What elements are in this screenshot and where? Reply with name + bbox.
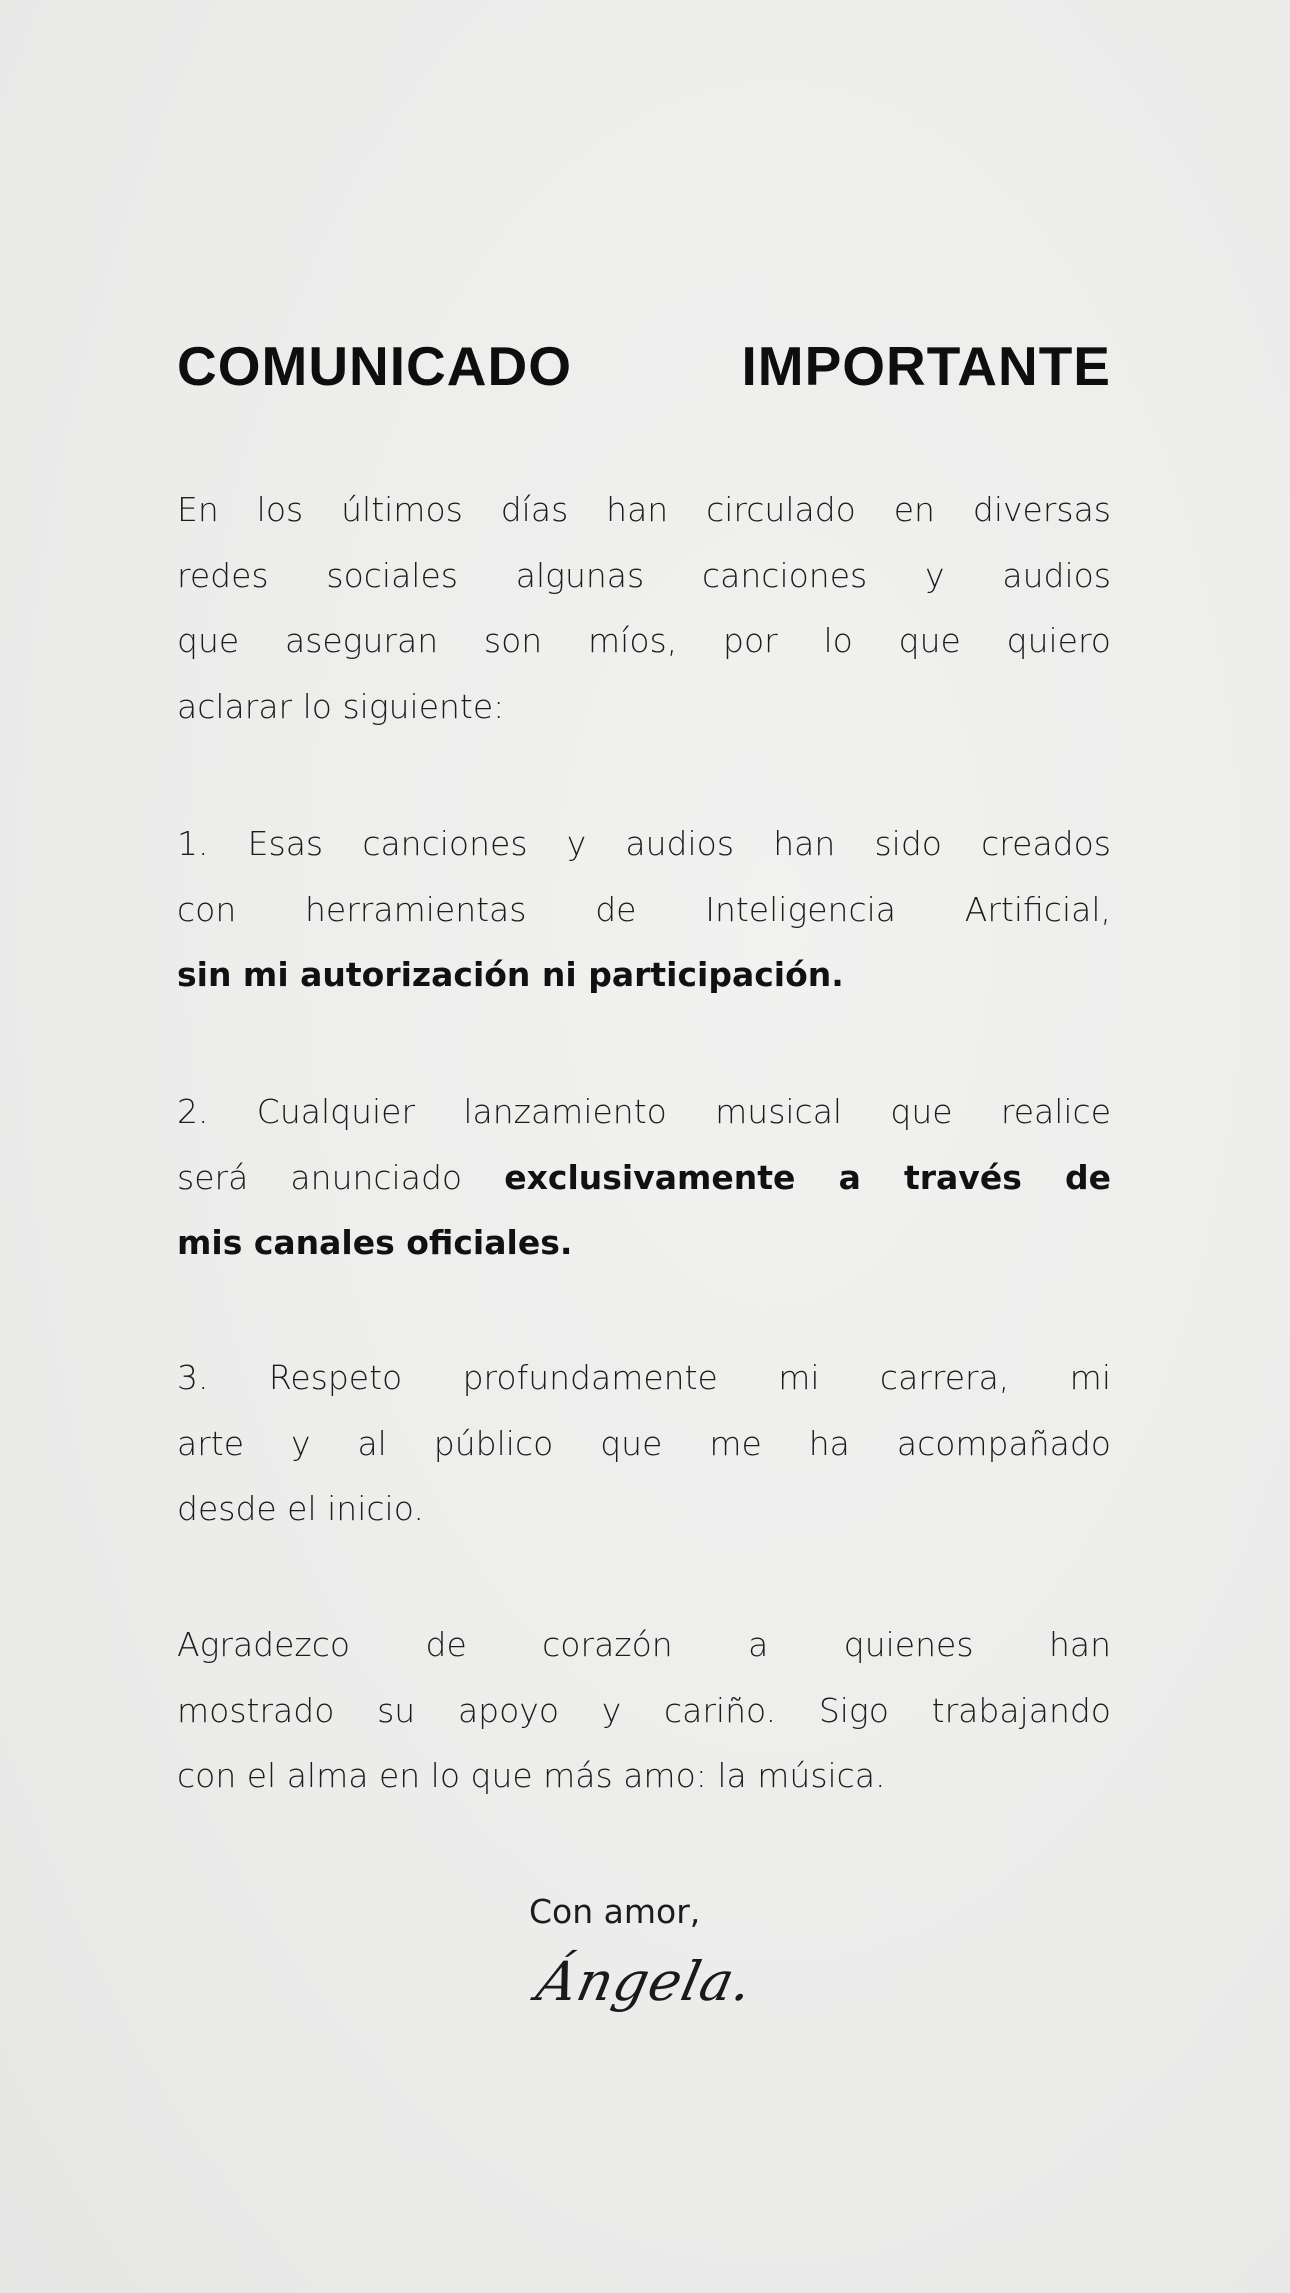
signoff: Con amor, bbox=[529, 1892, 701, 1931]
point-1 bbox=[177, 811, 1111, 1008]
intro-paragraph bbox=[177, 477, 1111, 739]
text-line bbox=[177, 1145, 1111, 1211]
text-line: con el alma en lo que más amo: la música. bbox=[177, 1756, 886, 1796]
text-line: con herramientas de Inteligencia Artificial, bbox=[177, 889, 1111, 929]
bold-text: exclusivamente a través de bbox=[504, 1157, 1111, 1197]
text-line: 2. Cualquier lanzamiento musical que realice bbox=[177, 1092, 1111, 1131]
bold-text: mis canales oficiales. bbox=[177, 1223, 573, 1263]
text-line: En los últimos días han circulado en diversas bbox=[177, 490, 1111, 529]
point-2 bbox=[177, 1079, 1111, 1276]
text-line: redes sociales algunas canciones y audios bbox=[177, 555, 1111, 595]
bold-text: sin mi autorización ni participación. bbox=[177, 955, 844, 995]
text-line: arte y al público que me ha acompañado bbox=[177, 1423, 1111, 1463]
text-line: 1. Esas canciones y audios han sido creados bbox=[177, 824, 1111, 863]
text-line: desde el inicio. bbox=[177, 1489, 424, 1529]
point-3 bbox=[177, 1345, 1111, 1542]
text-line: Agradezco de corazón a quienes han bbox=[177, 1625, 1111, 1664]
plain-text: será anunciado bbox=[177, 1157, 505, 1197]
closing-paragraph bbox=[177, 1612, 1111, 1809]
signature: Ángela. bbox=[531, 1950, 759, 2013]
text-line: 3. Respeto profundamente mi carrera, mi bbox=[177, 1358, 1111, 1397]
text-line: aclarar lo siguiente: bbox=[177, 686, 505, 726]
text-line: que aseguran son míos, por lo que quiero bbox=[177, 621, 1111, 661]
text-line: mostrado su apoyo y cariño. Sigo trabajando bbox=[177, 1690, 1111, 1730]
page-title: COMUNICADO IMPORTANTE bbox=[177, 335, 1111, 397]
